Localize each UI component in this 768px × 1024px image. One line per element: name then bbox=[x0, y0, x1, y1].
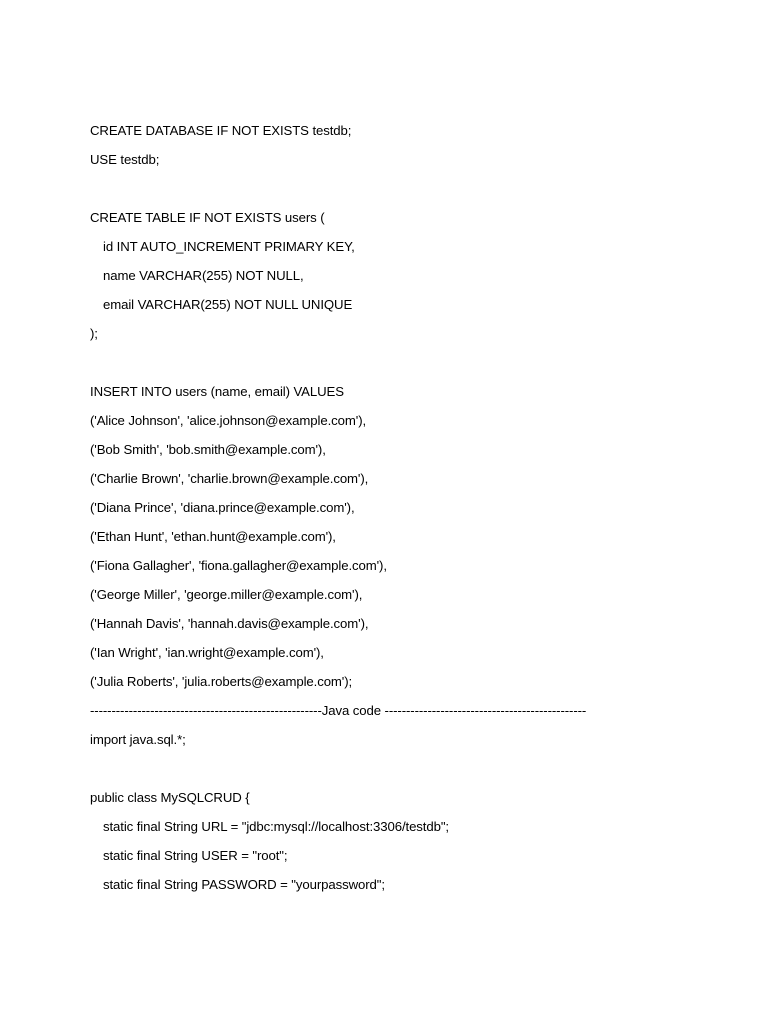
blank-line bbox=[90, 350, 710, 379]
sql-use-database: USE testdb; bbox=[90, 152, 160, 167]
blank-line bbox=[90, 176, 710, 205]
sql-insert-row: ('Hannah Davis', 'hannah.davis@example.com'), bbox=[90, 616, 369, 631]
java-url-field: static final String URL = "jdbc:mysql://localhost:3306/testdb"; bbox=[103, 819, 449, 834]
sql-insert-row: ('Ian Wright', 'ian.wright@example.com'), bbox=[90, 645, 324, 660]
sql-insert-row: ('Ethan Hunt', 'ethan.hunt@example.com'), bbox=[90, 529, 336, 544]
sql-insert-row: ('Julia Roberts', 'julia.roberts@example.com'); bbox=[90, 674, 353, 689]
sql-close-table: ); bbox=[90, 326, 98, 341]
sql-column-id: id INT AUTO_INCREMENT PRIMARY KEY, bbox=[103, 239, 355, 254]
sql-column-email: email VARCHAR(255) NOT NULL UNIQUE bbox=[103, 297, 353, 312]
sql-create-table: CREATE TABLE IF NOT EXISTS users ( bbox=[90, 210, 325, 225]
java-import: import java.sql.*; bbox=[90, 732, 186, 747]
sql-insert: INSERT INTO users (name, email) VALUES bbox=[90, 384, 344, 399]
sql-insert-row: ('Fiona Gallagher', 'fiona.gallagher@example.com'), bbox=[90, 558, 387, 573]
blank-line bbox=[90, 756, 710, 785]
java-class-declaration: public class MySQLCRUD { bbox=[90, 790, 250, 805]
java-password-field: static final String PASSWORD = "yourpassword"; bbox=[103, 877, 385, 892]
java-user-field: static final String USER = "root"; bbox=[103, 848, 288, 863]
code-content bbox=[90, 118, 710, 901]
sql-insert-row: ('Diana Prince', 'diana.prince@example.com'), bbox=[90, 500, 355, 515]
java-code-divider: ------------------------------------------------------Java code ----------------------------------------------- bbox=[90, 703, 587, 718]
sql-insert-row: ('George Miller', 'george.miller@example.com'), bbox=[90, 587, 363, 602]
sql-create-database: CREATE DATABASE IF NOT EXISTS testdb; bbox=[90, 123, 352, 138]
sql-column-name: name VARCHAR(255) NOT NULL, bbox=[103, 268, 304, 283]
sql-insert-row: ('Alice Johnson', 'alice.johnson@example.com'), bbox=[90, 413, 367, 428]
sql-insert-row: ('Bob Smith', 'bob.smith@example.com'), bbox=[90, 442, 326, 457]
sql-insert-row: ('Charlie Brown', 'charlie.brown@example.com'), bbox=[90, 471, 369, 486]
